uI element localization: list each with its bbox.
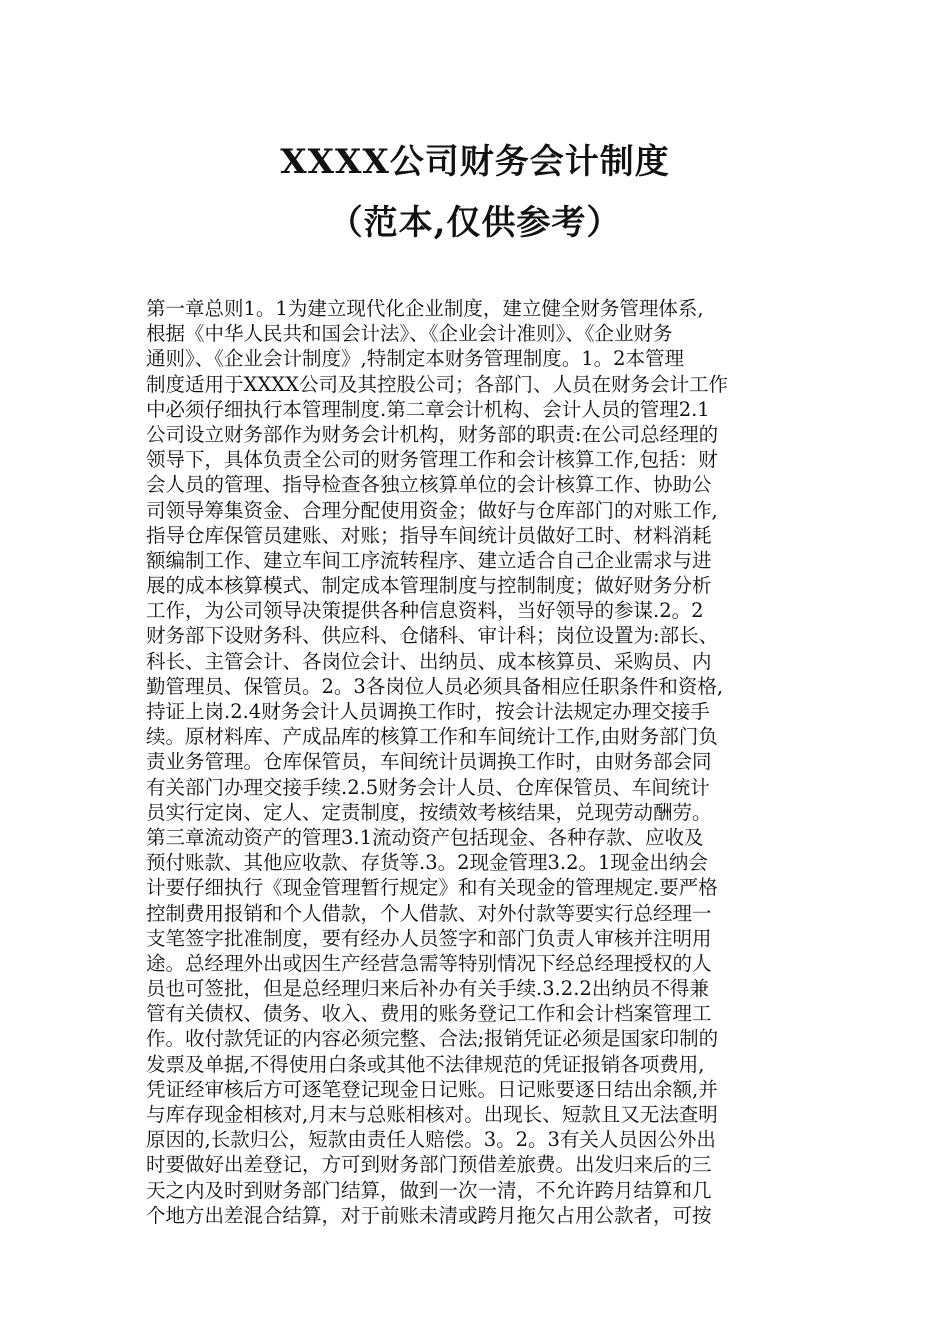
document-subtitle: （范本,仅供参考） <box>328 203 622 243</box>
body-line: 控制费用报销和个人借款，个人借款、对外付款等要实行总经理一 <box>146 901 712 925</box>
body-line: 计要仔细执行《现金管理暂行规定》和有关现金的管理规定.要严格 <box>146 876 718 900</box>
body-line: 根据《中华人民共和国会计法》、《企业会计准则》、《企业财务 <box>146 322 673 346</box>
body-line: 第一章总则1。1为建立现代化企业制度，建立健全财务管理体系, <box>146 297 704 320</box>
body-line: 预付账款、其他应收款、存货等.3。2现金管理3.2。1现金出纳会 <box>146 851 708 875</box>
body-line: 作。收付款凭证的内容必须完整、合法;报销凭证必须是国家印制的 <box>146 1027 719 1051</box>
body-line: 发票及单据,不得使用白条或其他不法律规范的凭证报销各项费用, <box>146 1052 705 1076</box>
body-line: 科长、主管会计、各岗位会计、出纳员、成本核算员、采购员、内 <box>146 649 712 673</box>
body-line: 有关部门办理交接手续.2.5财务会计人员、仓库保管员、车间统计 <box>146 775 710 799</box>
body-line: 原因的,长款归公，短款由责任人赔偿。3。2。3有关人员因公外出 <box>146 1128 716 1152</box>
body-line: 途。总经理外出或因生产经营急需等特别情况下经总经理授权的人 <box>146 951 712 975</box>
body-line: 天之内及时到财务部门结算，做到一次一清，不允许跨月结算和几 <box>146 1178 712 1202</box>
body-line: 与库存现金相核对,月末与总账相核对。出现长、短款且又无法查明 <box>146 1103 718 1126</box>
body-line: 制度适用于XXXX公司及其控股公司；各部门、人员在财务会计工作 <box>146 372 729 396</box>
body-line: 财务部下设财务科、供应科、仓储科、审计科；岗位设置为:部长、 <box>146 624 719 648</box>
body-line: 责业务管理。仓库保管员，车间统计员调换工作时，由财务部会同 <box>146 750 712 774</box>
body-line: 中必须仔细执行本管理制度.第二章会计机构、会计人员的管理2.1 <box>146 397 710 421</box>
body-line: 员也可签批，但是总经理归来后补办有关手续.3.2.2出纳员不得兼 <box>146 977 709 1001</box>
body-line: 续。原材料库、产成品库的核算工作和车间统计工作,由财务部门负 <box>146 725 718 749</box>
body-line: 个地方出差混合结算，对于前账未清或跨月拖欠占用公款者，可按 <box>146 1203 712 1227</box>
body-line: 通则》、《企业会计制度》,特制定本财务管理制度。1。2本管理 <box>146 347 685 371</box>
body-line: 领导下，具体负责全公司的财务管理工作和会计核算工作,包括：财 <box>146 448 718 472</box>
body-line: 第三章流动资产的管理3.1流动资产包括现金、各种存款、应收及 <box>146 825 704 849</box>
body-line: 时要做好出差登记，方可到财务部门预借差旅费。出发归来后的三 <box>146 1153 712 1177</box>
body-line: 管有关债权、债务、收入、费用的账务登记工作和会计档案管理工 <box>146 1002 712 1026</box>
body-line: 会人员的管理、指导检查各独立核算单位的会计核算工作、协助公 <box>146 473 712 497</box>
body-line: 展的成本核算模式、制定成本管理制度与控制制度；做好财务分析 <box>146 574 712 598</box>
document-title: XXXX公司财务会计制度 <box>280 142 670 182</box>
body-line: 凭证经审核后方可逐笔登记现金日记账。日记账要逐日结出余额,并 <box>146 1077 718 1101</box>
body-line: 持证上岗.2.4财务会计人员调换工作时，按会计法规定办理交接手 <box>146 700 710 723</box>
document-body <box>146 296 796 1228</box>
body-line: 额编制工作、建立车间工序流转程序、建立适合自己企业需求与进 <box>146 548 712 572</box>
body-line: 支笔签字批准制度，要有经办人员签字和部门负责人审核并注明用 <box>146 926 712 950</box>
body-line: 员实行定岗、定人、定责制度，按绩效考核结果，兑现劳动酬劳。 <box>146 800 712 824</box>
body-line: 公司设立财务部作为财务会计机构，财务部的职责:在公司总经理的 <box>146 422 719 446</box>
body-line: 勤管理员、保管员。2。3各岗位人员必须具备相应任职条件和资格, <box>146 674 724 698</box>
body-line: 司领导筹集资金、合理分配使用资金；做好与仓库部门的对账工作, <box>146 498 718 522</box>
body-line: 指导仓库保管员建账、对账；指导车间统计员做好工时、材料消耗 <box>146 523 712 547</box>
body-line: 工作，为公司领导决策提供各种信息资料，当好领导的参谋.2。2 <box>146 599 704 623</box>
